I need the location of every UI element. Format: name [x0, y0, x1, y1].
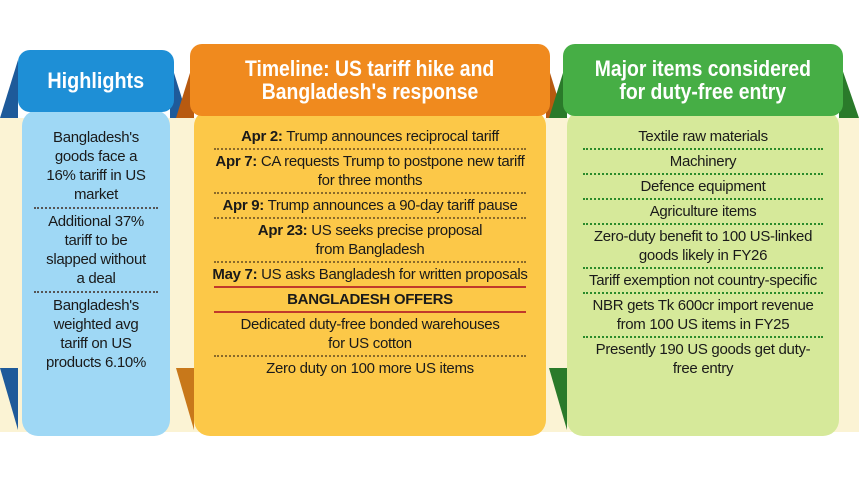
list-item-line: from 100 US items in FY25 [616, 316, 790, 333]
divider [34, 207, 158, 209]
timeline-title-line2: Bangladesh's response [261, 79, 479, 104]
blue-fold-left [0, 60, 18, 118]
divider-red [214, 311, 526, 313]
offer-item [196, 315, 544, 353]
list-item: Tariff exemption not country-specific [589, 272, 817, 289]
list-item-line: Presently 190 US goods get duty- [595, 341, 811, 358]
offers-title: BANGLADESH OFFERS [287, 291, 453, 308]
list-item-line: Zero-duty benefit to 100 US-linked [593, 228, 813, 245]
divider [214, 217, 526, 219]
event-text: US asks Bangladesh for written proposals [261, 266, 528, 283]
divider [214, 148, 526, 150]
highlight-line: Additional 37% [48, 213, 144, 230]
highlight-line: tariff to be [64, 232, 128, 249]
highlight-item [26, 212, 166, 288]
timeline-title-line1: Timeline: US tariff hike and [245, 55, 495, 81]
event-date: Apr 9: [222, 197, 265, 214]
highlight-line: Bangladesh's [53, 297, 139, 314]
timeline-event [196, 265, 544, 284]
highlight-item [26, 296, 166, 372]
divider [583, 267, 823, 269]
divider [583, 198, 823, 200]
green-fold-bottom-left [549, 368, 567, 430]
highlight-line: weighted avg [53, 316, 139, 333]
divider [583, 223, 823, 225]
list-item: Defence equipment [640, 178, 766, 195]
highlight-line: slapped without [46, 251, 146, 268]
event-date: Apr 7: [215, 153, 257, 170]
event-text: CA requests Trump to postpone new tariff [260, 153, 525, 170]
offer-item [196, 359, 544, 378]
list-item-line: goods likely in FY26 [638, 247, 768, 264]
highlights-list [26, 128, 166, 372]
divider [583, 173, 823, 175]
highlight-line: products 6.10% [45, 354, 147, 371]
highlights-header [18, 50, 174, 112]
divider [214, 192, 526, 194]
divider [214, 355, 526, 357]
timeline-event [196, 196, 544, 215]
offer-line: Dedicated duty-free bonded warehouses [240, 316, 500, 333]
event-text: Trump announces a 90-day tariff pause [267, 197, 518, 214]
divider-red [214, 286, 526, 288]
divider [214, 261, 526, 263]
highlight-line: a deal [76, 270, 116, 287]
orange-fold-bottom-left [176, 368, 194, 430]
list-item [569, 227, 837, 265]
timeline-header [190, 44, 550, 116]
timeline-event [196, 152, 544, 190]
highlight-line: goods face a [54, 148, 138, 165]
items-title-line2: for duty-free entry [619, 79, 787, 104]
divider [583, 148, 823, 150]
highlight-line: market [73, 186, 119, 203]
highlight-line: 16% tariff in US [46, 167, 146, 184]
event-text: US seeks precise proposal [311, 222, 483, 239]
timeline-list [196, 127, 544, 378]
list-item-line: free entry [672, 360, 734, 377]
list-item [569, 340, 837, 378]
items-header [563, 44, 843, 116]
event-text: Trump announces reciprocal tariff [286, 128, 499, 145]
items-list [569, 127, 837, 378]
event-date: Apr 2: [241, 128, 283, 145]
list-item-line: NBR gets Tk 600cr import revenue [592, 297, 814, 314]
highlights-title: Highlights [47, 68, 145, 94]
offer-line: Zero duty on 100 more US items [266, 360, 474, 377]
blue-fold-bottom-left [0, 368, 18, 430]
event-date: Apr 23: [257, 222, 308, 239]
divider [583, 336, 823, 338]
highlight-line: tariff on US [60, 335, 132, 352]
list-item [569, 296, 837, 334]
event-text: for three months [317, 172, 423, 189]
divider [34, 291, 158, 293]
offer-line: for US cotton [328, 335, 412, 352]
divider [583, 292, 823, 294]
list-item: Machinery [669, 153, 737, 170]
event-text: from Bangladesh [315, 241, 425, 258]
highlight-line: Bangladesh's [53, 129, 139, 146]
list-item: Agriculture items [649, 203, 757, 220]
items-title-line1: Major items considered [594, 55, 812, 81]
highlight-item [26, 128, 166, 204]
timeline-event [196, 127, 544, 146]
list-item: Textile raw materials [638, 128, 768, 145]
timeline-event [196, 221, 544, 259]
event-date: May 7: [212, 266, 258, 283]
